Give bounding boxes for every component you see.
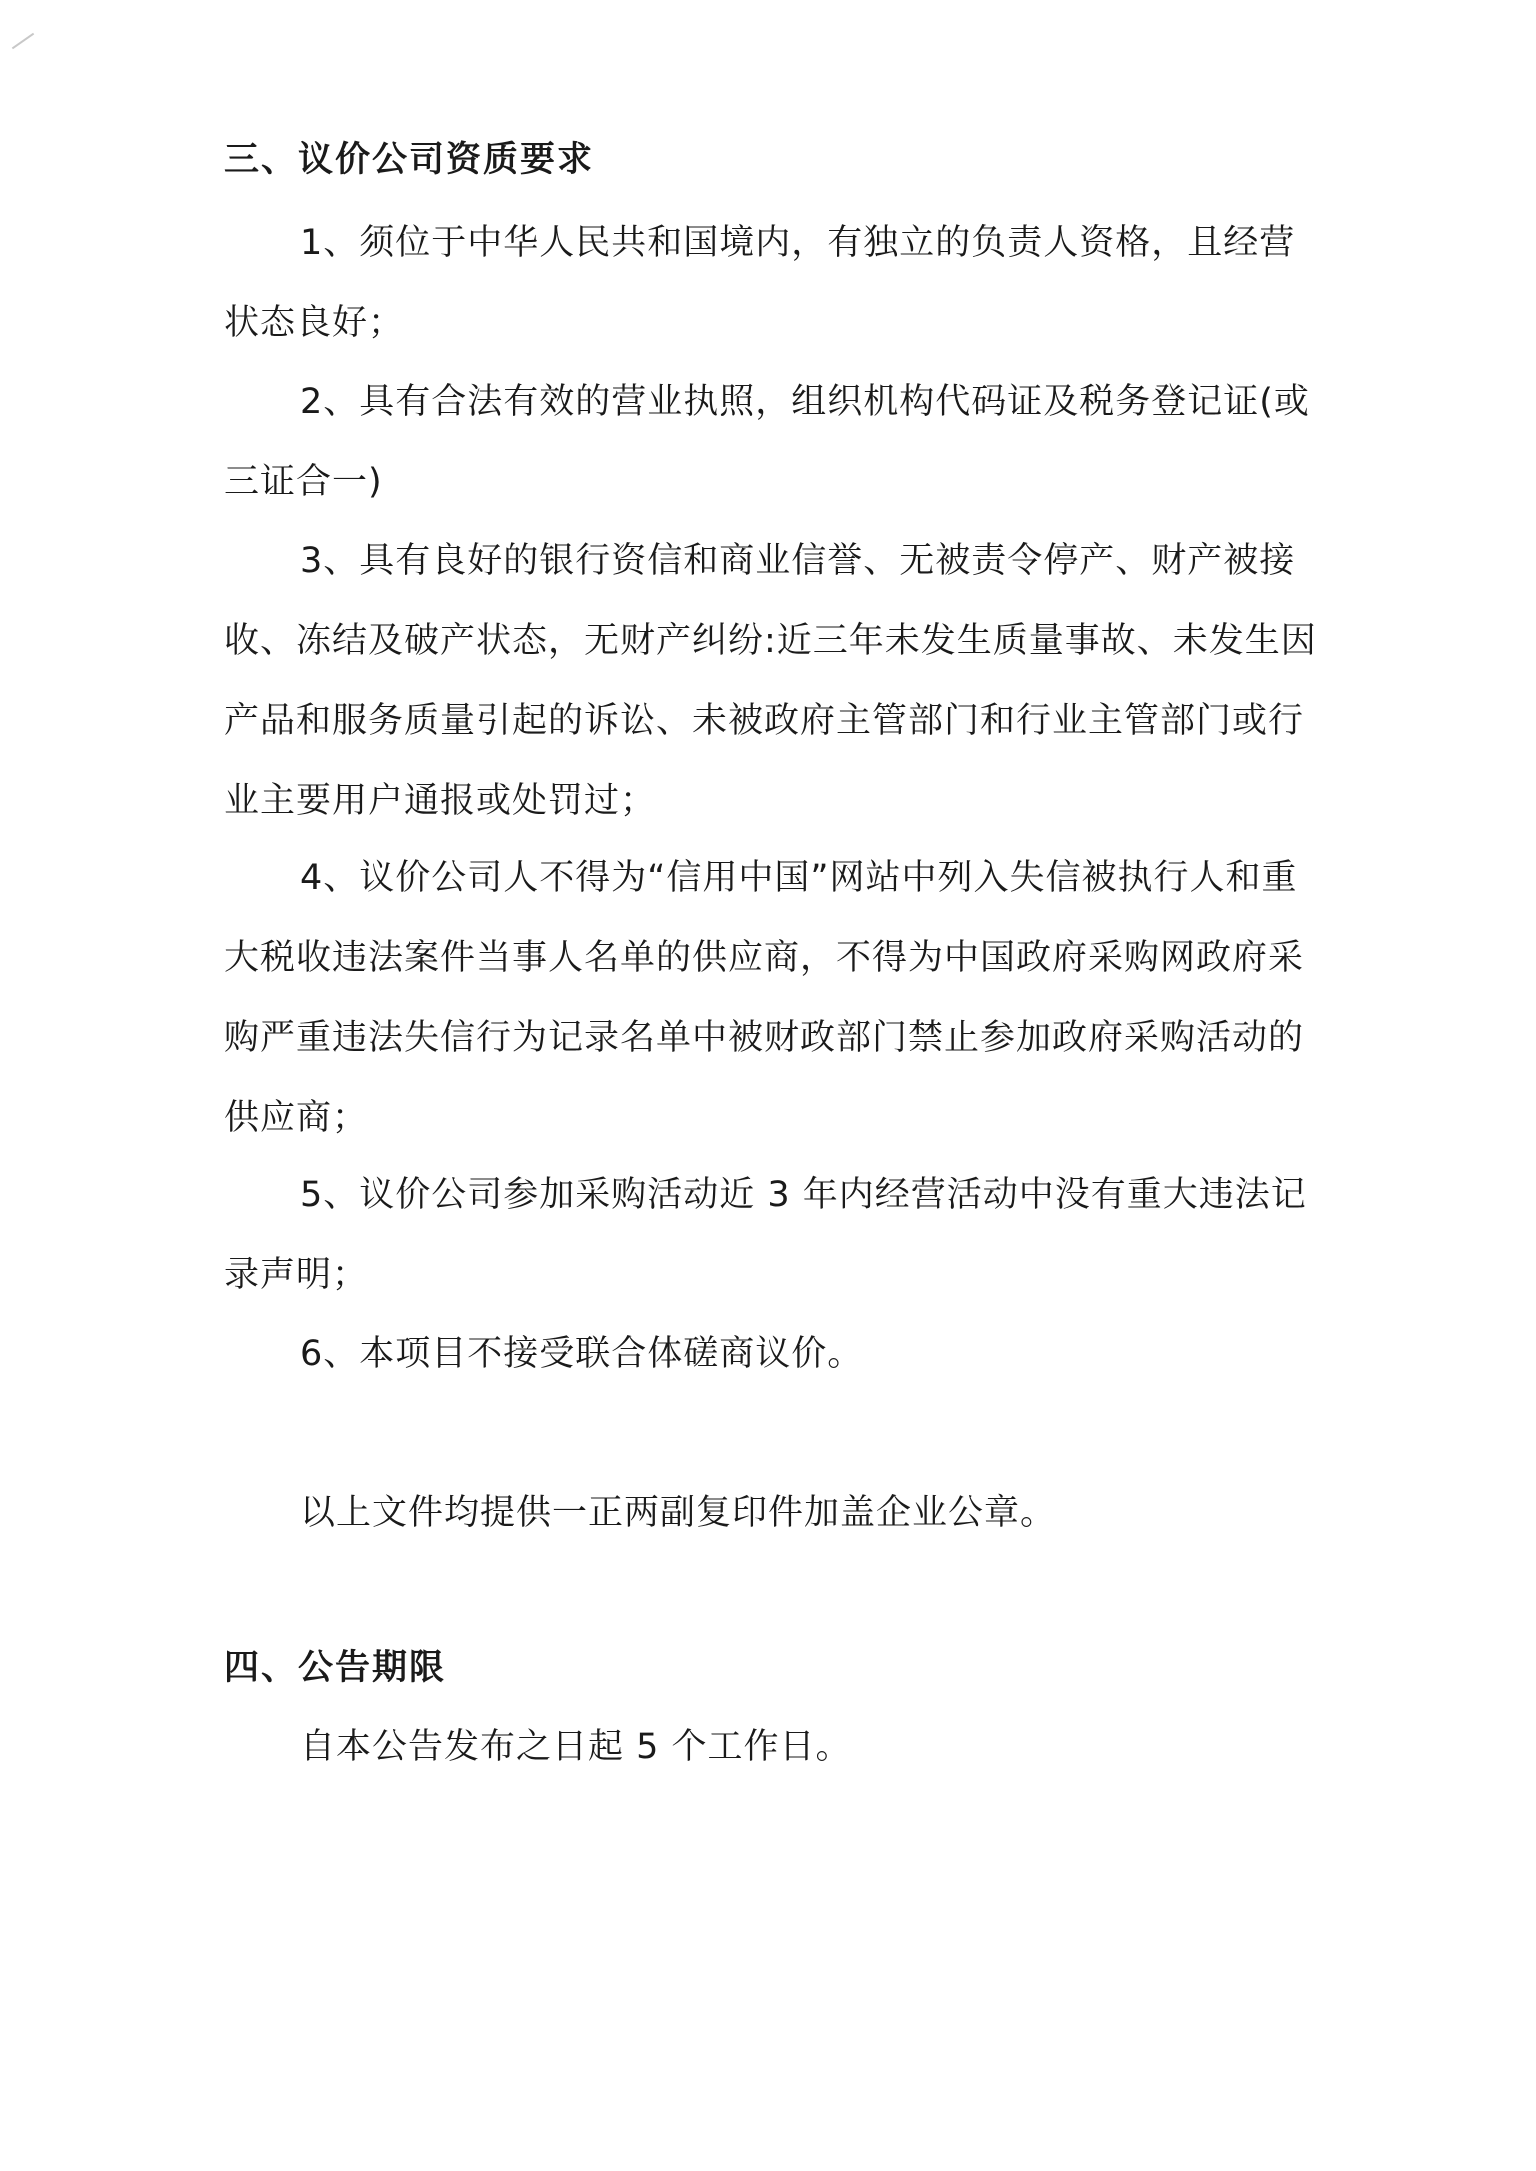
- requirement-item-4: 4、议价公司人不得为“信用中国”网站中列入失信被执行人和重大税收违法案件当事人名单的供应商，不得为中国政府采购网政府采购严重违法失信行为记录名单中被财政部门禁止参加政府采购活动的供应商；: [224, 858, 1305, 1138]
- section-4-body: 自本公告发布之日起 5 个工作日。: [300, 1727, 852, 1767]
- document-note: 以上文件均提供一正两副复印件加盖企业公章。: [300, 1493, 1057, 1533]
- requirement-item-1: 1、须位于中华人民共和国境内，有独立的负责人资格，且经营状态良好；: [224, 223, 1296, 343]
- section-4-heading: 四、公告期限: [224, 1648, 447, 1688]
- requirement-item-3: 3、具有良好的银行资信和商业信誉、无被责令停产、财产被接收、冻结及破产状态，无财产纠纷:近三年未发生质量事故、未发生因产品和服务质量引起的诉讼、未被政府主管部门和行业主管部门或行业主要用户通报或处罚过；: [224, 541, 1317, 821]
- requirement-item-6: 6、本项目不接受联合体磋商议价。: [300, 1334, 864, 1374]
- requirement-item-2: 2、具有合法有效的营业执照，组织机构代码证及税务登记证(或三证合一): [224, 382, 1310, 502]
- scan-mark: [12, 33, 34, 50]
- section-3-heading: 三、议价公司资质要求: [224, 140, 595, 180]
- requirement-item-5: 5、议价公司参加采购活动近 3 年内经营活动中没有重大违法记录声明；: [224, 1175, 1307, 1295]
